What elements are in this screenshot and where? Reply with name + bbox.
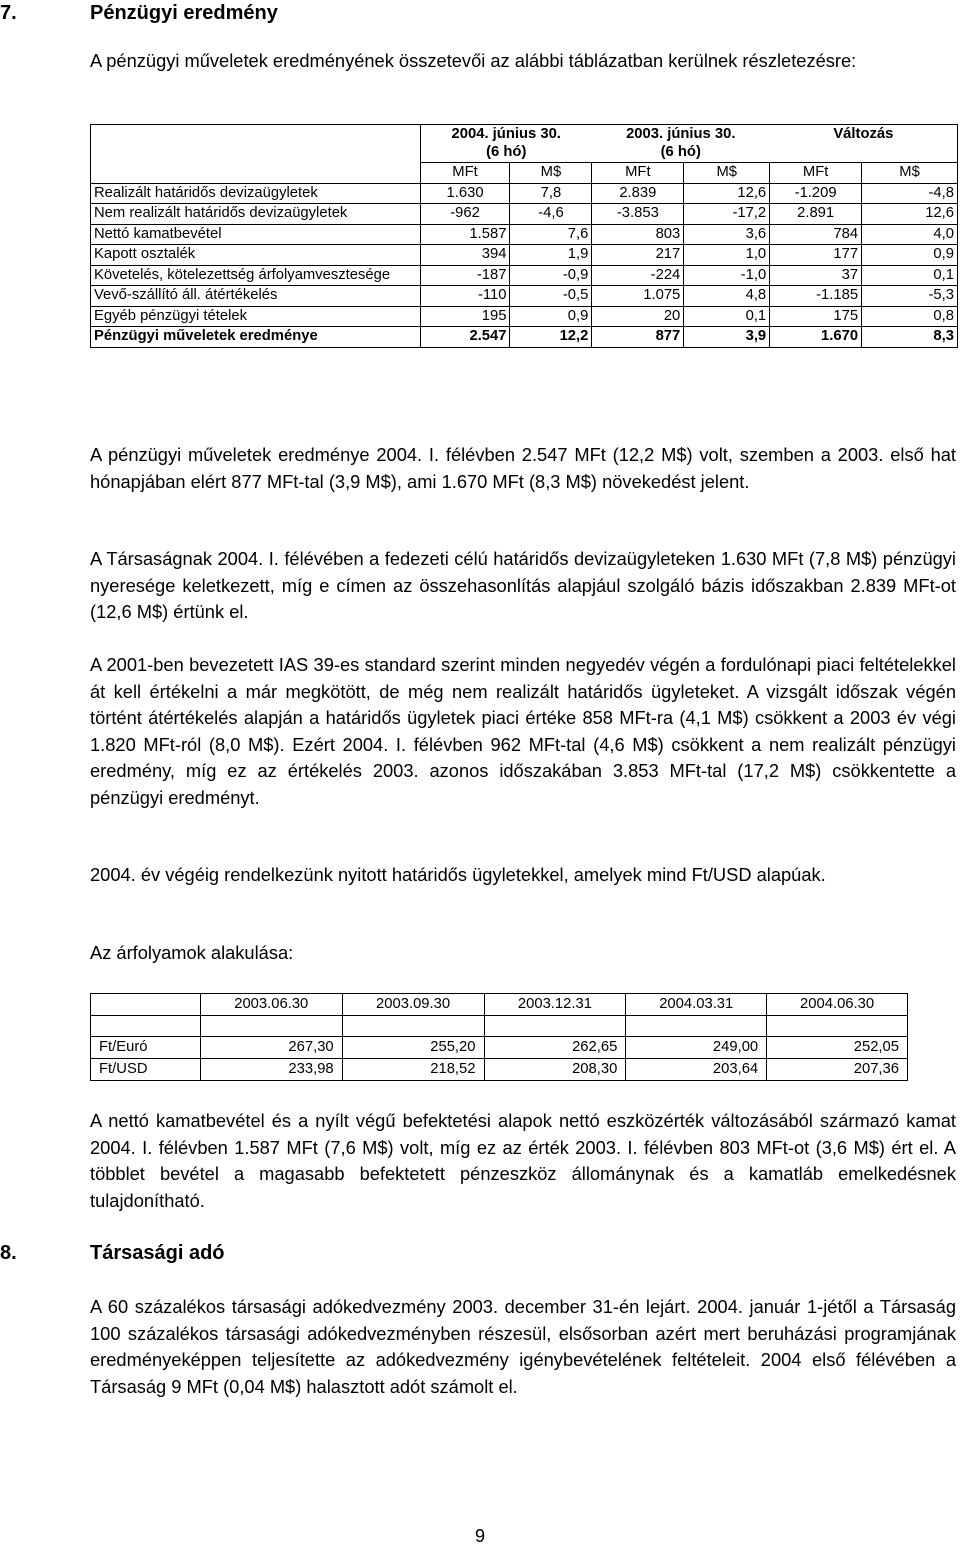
date-header: 2004.03.31 — [626, 994, 767, 1016]
table-row — [91, 204, 958, 225]
exchange-rate-table — [90, 993, 908, 1081]
unit-musd: M$ — [510, 163, 592, 184]
cell: 8,3 — [862, 327, 958, 348]
cell: 7,6 — [510, 224, 592, 245]
cell: 177 — [770, 245, 862, 266]
date-header: 2004.06.30 — [767, 994, 908, 1016]
date-header: 2003.06.30 — [200, 994, 342, 1016]
cell: 255,20 — [342, 1037, 484, 1059]
financial-results-table — [90, 124, 958, 348]
paragraph-hedging: A Társaságnak 2004. I. félévében a fedezeti célú határidős devizaügyleteken 1.630 MFt (7,8 M$) pénzügyi nyeresége keletkezett, míg e címen az összehasonlítás alapjául szolgáló bázis időszakban 2.839 MFt-ot (12,6 M$) értünk el. — [90, 548, 956, 622]
table-row — [91, 245, 958, 266]
cell: 7,8 — [510, 183, 592, 204]
section-7-title: Pénzügyi eredmény — [90, 2, 278, 24]
row-label: Nem realizált határidős devizaügyletek — [91, 204, 421, 225]
unit-musd: M$ — [684, 163, 770, 184]
section-7-number: 7. — [0, 2, 17, 24]
total-row — [91, 327, 958, 348]
rate-label: Ft/Euró — [91, 1037, 201, 1059]
date-header: 2003.09.30 — [342, 994, 484, 1016]
page-number: 9 — [474, 1526, 485, 1546]
row-label: Vevő-szállító áll. átértékelés — [91, 286, 421, 307]
cell: 0,9 — [510, 306, 592, 327]
cell: 218,52 — [342, 1059, 484, 1081]
cell: 175 — [770, 306, 862, 327]
cell: 1.670 — [770, 327, 862, 348]
cell: -1.185 — [770, 286, 862, 307]
cell: 217 — [592, 245, 684, 266]
cell: -4,8 — [862, 183, 958, 204]
cell: 4,8 — [684, 286, 770, 307]
date-header-row — [91, 994, 908, 1016]
cell: 3,9 — [684, 327, 770, 348]
cell: -3.853 — [592, 204, 684, 225]
table-row — [91, 286, 958, 307]
cell: 1,9 — [510, 245, 592, 266]
cell: 267,30 — [200, 1037, 342, 1059]
cell: 0,1 — [862, 265, 958, 286]
cell: 249,00 — [626, 1037, 767, 1059]
section-8-title: Társasági adó — [90, 1242, 225, 1264]
period-2004-header: 2004. június 30. (6 hó) — [420, 125, 592, 163]
cell: 0,9 — [862, 245, 958, 266]
rate-label: Ft/USD — [91, 1059, 201, 1081]
table-row — [91, 306, 958, 327]
cell: 233,98 — [200, 1059, 342, 1081]
unit-musd: M$ — [862, 163, 958, 184]
paragraph-financial-result: A pénzügyi műveletek eredménye 2004. I. félévben 2.547 MFt (12,2 M$) volt, szemben a 2003. első hat hónapjában elért 877 MFt-tal (3,9 M$), ami 1.670 MFt (8,3 M$) növekedést jelent. — [90, 444, 956, 492]
cell: -17,2 — [684, 204, 770, 225]
row-label: Pénzügyi műveletek eredménye — [91, 327, 421, 348]
date-header: 2003.12.31 — [484, 994, 626, 1016]
cell: 0,8 — [862, 306, 958, 327]
cell: 784 — [770, 224, 862, 245]
cell: 0,1 — [684, 306, 770, 327]
paragraph-open-positions: 2004. év végéig rendelkezünk nyitott határidős ügyletekkel, amelyek mind Ft/USD alapúak. — [90, 864, 826, 885]
cell: 803 — [592, 224, 684, 245]
paragraph-ias39: A 2001-ben bevezetett IAS 39-es standard szerint minden negyedév végén a fordulónapi piaci feltételekkel át kell értékelni a már megkötött, de még nem realizált határidős ügyleteket. A vizsgált időszak végén történt átértékelés alapján a határidős ügyletek piaci értéke 858 MFt-ra (4,1 M$) csökkent a 2003 év végi 1.820 MFt-ról (8,0 M$). Ezért 2004. I. félévben 962 MFt-tal (4,6 M$) csökkent a nem realizált pénzügyi eredmény, míg ez az értékelés 2003. azonos időszakában 3.853 MFt-tal (17,2 M$) csökkentette a pénzügyi eredményt. — [90, 654, 956, 808]
cell: 20 — [592, 306, 684, 327]
table-row — [91, 183, 958, 204]
cell: 203,64 — [626, 1059, 767, 1081]
cell: 877 — [592, 327, 684, 348]
cell: 208,30 — [484, 1059, 626, 1081]
cell: 2.547 — [420, 327, 510, 348]
cell: -110 — [420, 286, 510, 307]
spacer-row — [91, 1016, 908, 1037]
cell: 12,2 — [510, 327, 592, 348]
cell: -1.209 — [770, 183, 862, 204]
table-row — [91, 265, 958, 286]
cell: -0,5 — [510, 286, 592, 307]
cell: -5,3 — [862, 286, 958, 307]
cell: 394 — [420, 245, 510, 266]
cell: -962 — [420, 204, 510, 225]
cell: 12,6 — [862, 204, 958, 225]
cell: 37 — [770, 265, 862, 286]
cell: -4,6 — [510, 204, 592, 225]
cell: 4,0 — [862, 224, 958, 245]
row-label: Nettó kamatbevétel — [91, 224, 421, 245]
table-header-row — [91, 125, 958, 163]
unit-header-row — [91, 163, 958, 184]
unit-mft: MFt — [420, 163, 510, 184]
row-label: Kapott osztalék — [91, 245, 421, 266]
table-row — [91, 1037, 908, 1059]
cell: 1.630 — [420, 183, 510, 204]
cell: 1.587 — [420, 224, 510, 245]
cell: -1,0 — [684, 265, 770, 286]
row-label: Követelés, kötelezettség árfolyamvesztesége — [91, 265, 421, 286]
section-8-number: 8. — [0, 1242, 17, 1264]
row-label: Realizált határidős devizaügyletek — [91, 183, 421, 204]
row-label: Egyéb pénzügyi tételek — [91, 306, 421, 327]
paragraph-interest-income: A nettó kamatbevétel és a nyílt végű befektetési alapok nettó eszközérték változásából származó kamat 2004. I. félévben 1.587 MFt (7,6 M$) volt, míg ez az érték 2003. I. félévben 803 MFt-ot (3,6 M$) ért el. A többlet bevétel a magasabb befektetett pénzeszköz állománynak és a kamatláb emelkedésnek tulajdonítható. — [90, 1110, 956, 1211]
period-2003-header: 2003. június 30. (6 hó) — [592, 125, 770, 163]
cell: 262,65 — [484, 1037, 626, 1059]
table-row — [91, 224, 958, 245]
cell: 2.839 — [592, 183, 684, 204]
cell: 1.075 — [592, 286, 684, 307]
cell: 207,36 — [767, 1059, 908, 1081]
cell: 195 — [420, 306, 510, 327]
unit-mft: MFt — [592, 163, 684, 184]
unit-mft: MFt — [770, 163, 862, 184]
cell: -0,9 — [510, 265, 592, 286]
table-row — [91, 1059, 908, 1081]
cell: 252,05 — [767, 1037, 908, 1059]
cell: -187 — [420, 265, 510, 286]
cell: 2.891 — [770, 204, 862, 225]
cell: 3,6 — [684, 224, 770, 245]
paragraph-corporate-tax: A 60 százalékos társasági adókedvezmény 2003. december 31-én lejárt. 2004. január 1-jétől a Társaság 100 százalékos társasági adókedvezményben részesül, elsősorban azért mert beruházási programjának eredményeképpen teljesítette az adókedvezmény igénybevételének feltételeit. 2004 első félévében a Társaság 9 MFt (0,04 M$) halasztott adót számolt el. — [90, 1296, 956, 1397]
change-header: Változás — [770, 125, 958, 163]
cell: -224 — [592, 265, 684, 286]
cell: 1,0 — [684, 245, 770, 266]
cell: 12,6 — [684, 183, 770, 204]
intro-paragraph: A pénzügyi műveletek eredményének összetevői az alábbi táblázatban kerülnek részletezésre: — [90, 50, 857, 71]
exchange-rates-caption: Az árfolyamok alakulása: — [90, 942, 294, 963]
